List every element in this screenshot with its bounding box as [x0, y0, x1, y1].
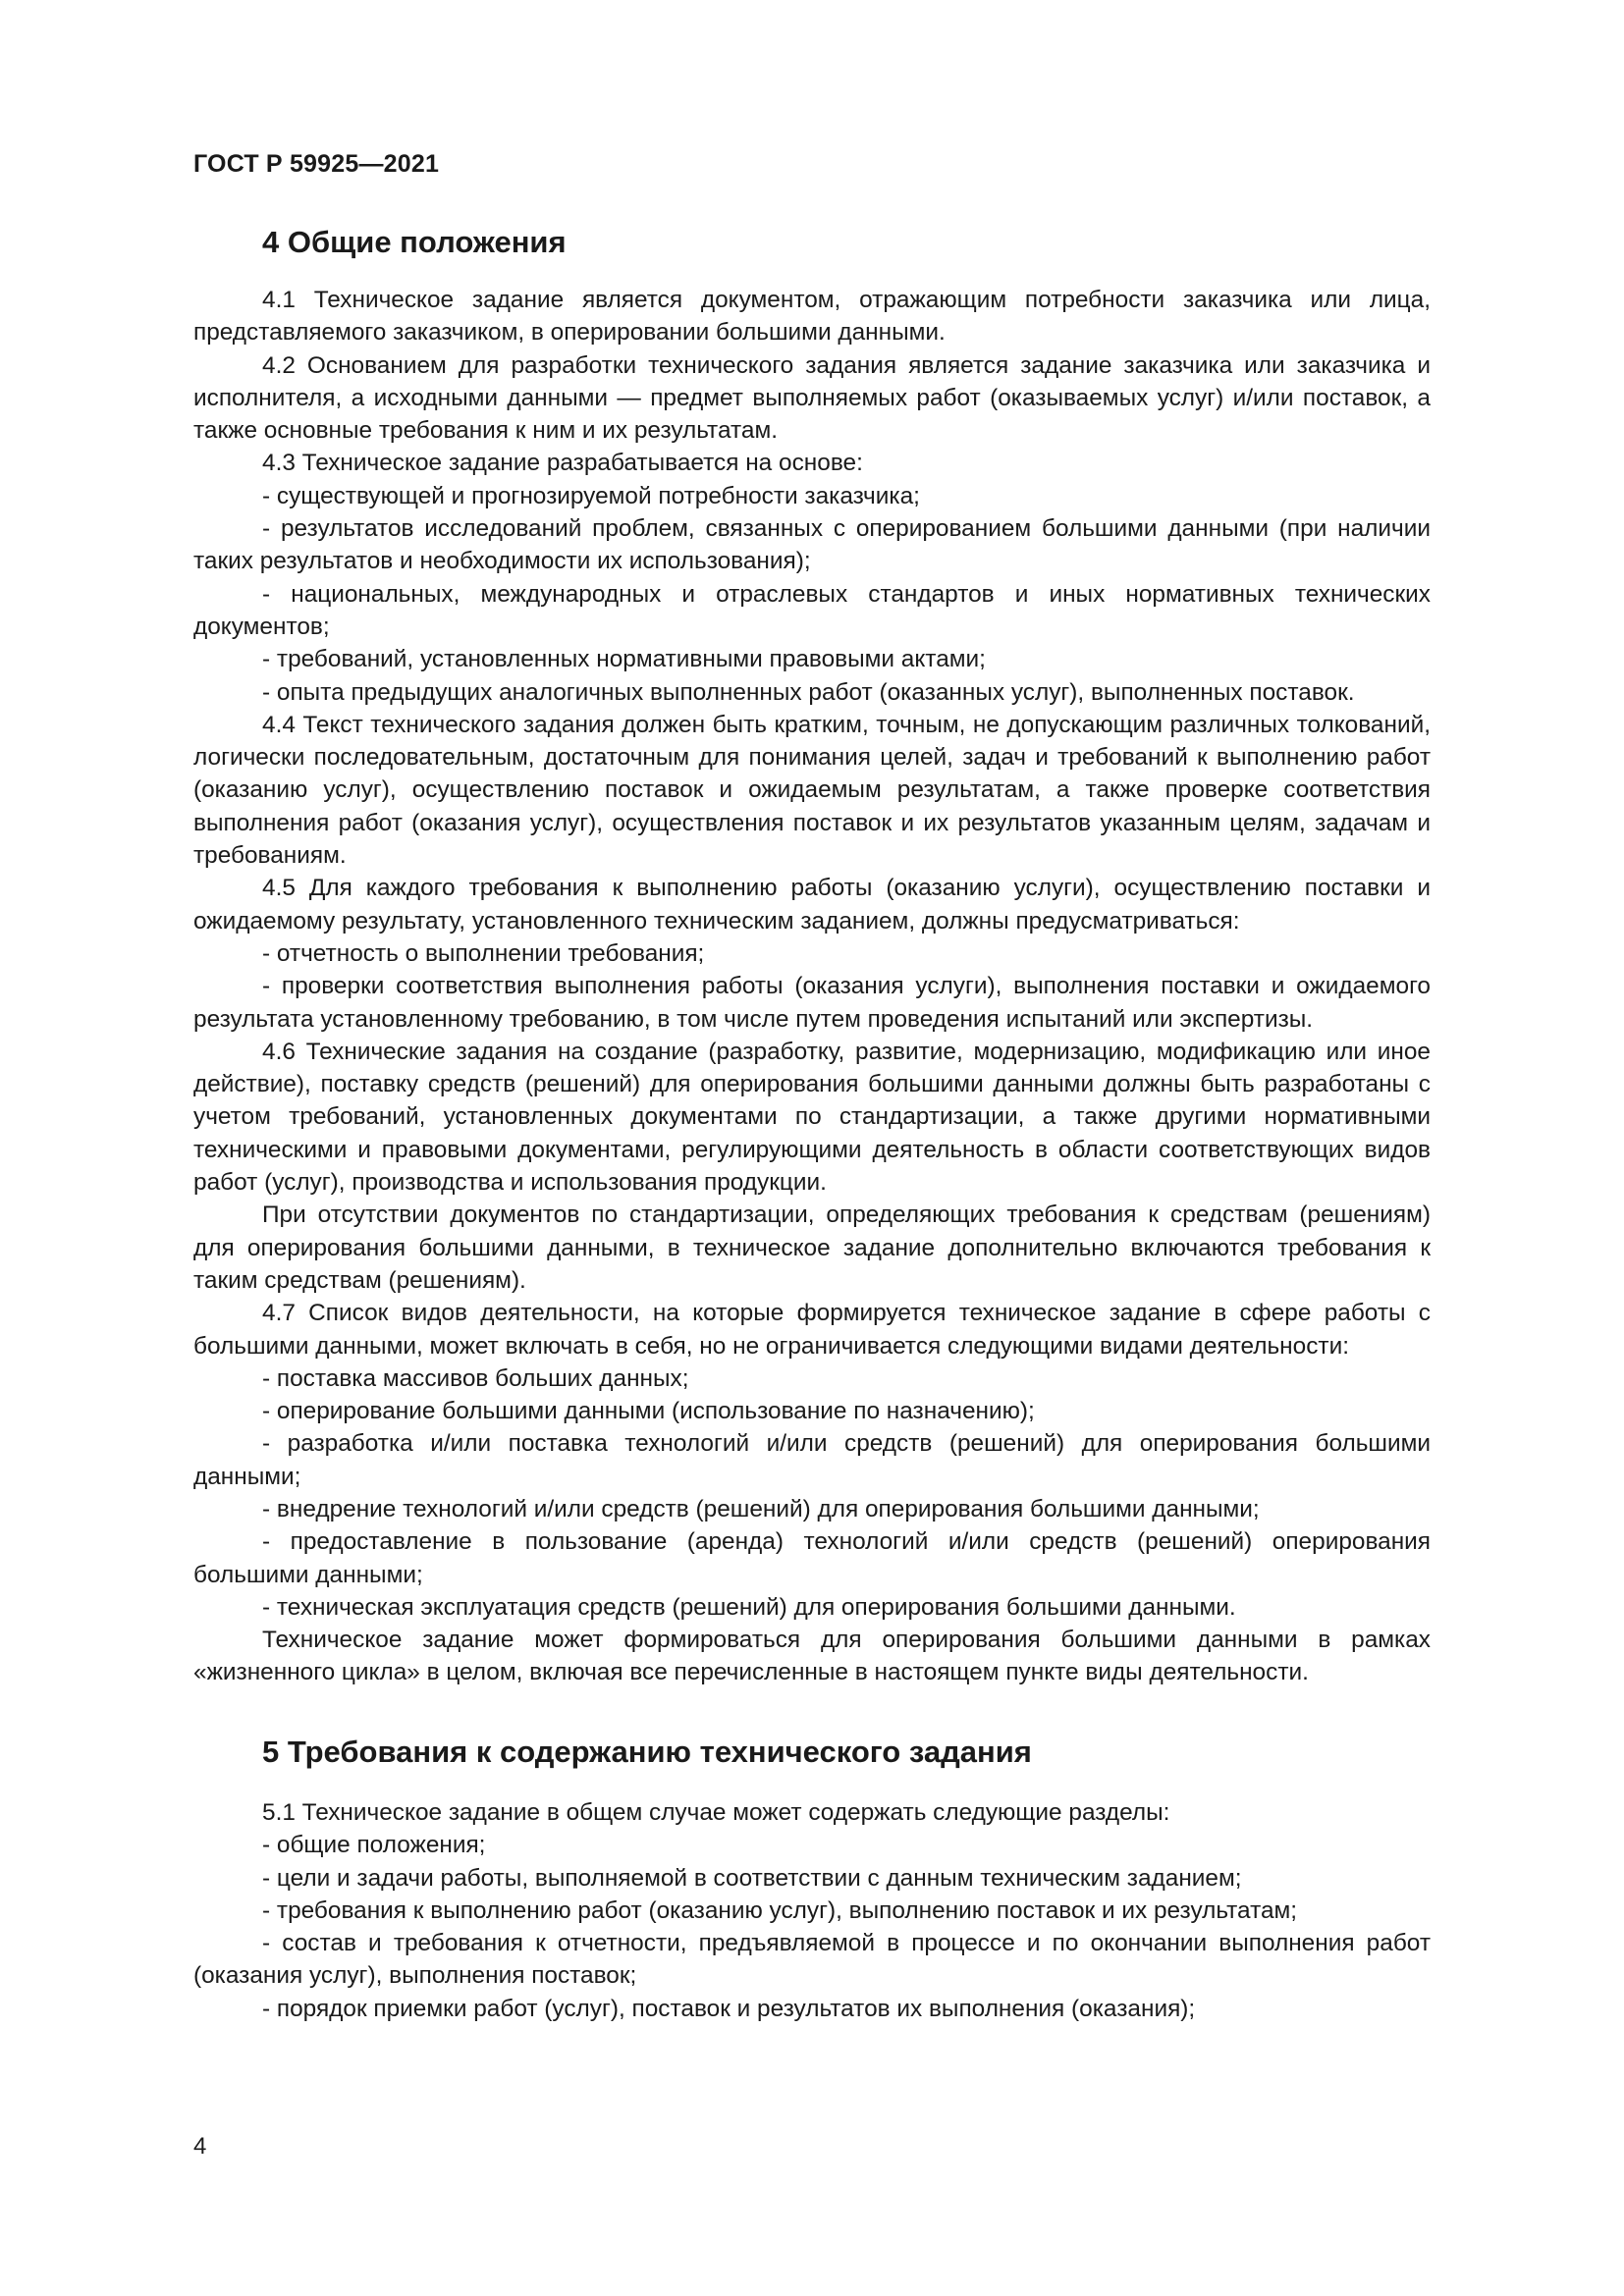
paragraph-4-1: 4.1 Техническое задание является документом, отражающим потребности заказчика или лица, представляемого заказчиком, в оперировании большими данными. [193, 287, 1431, 347]
list-item: - результатов исследований проблем, связанных с оперированием большими данными (при наличии таких результатов и необходимости их использования); [193, 515, 1431, 575]
list-item: - отчетность о выполнении требования; [262, 939, 705, 967]
list-item: - требования к выполнению работ (оказанию услуг), выполнению поставок и их результатам; [262, 1896, 1298, 1924]
list-item: - общие положения; [262, 1832, 486, 1859]
section-4-body [193, 284, 1431, 1689]
list-item: - проверки соответствия выполнения работы (оказания услуги), выполнения поставки и ожидаемого результата установленному требованию, в том числе путем проведения испытаний или экспертизы. [193, 973, 1431, 1033]
document-code: ГОСТ Р 59925—2021 [193, 150, 440, 178]
paragraph-4-5: 4.5 Для каждого требования к выполнению работы (оказанию услуги), осуществлению поставки и ожидаемому результату, установленного техническим заданием, должны предусматриваться: [193, 875, 1431, 934]
paragraph-4-3: 4.3 Техническое задание разрабатывается на основе: [262, 450, 863, 477]
list-item: - внедрение технологий и/или средств (решений) для оперирования большими данными; [262, 1495, 1260, 1522]
list-item: - предоставление в пользование (аренда) технологий и/или средств (решений) оперирования большими данными; [193, 1528, 1431, 1588]
paragraph-4-6: 4.6 Технические задания на создание (разработку, развитие, модернизацию, модификацию или иное действие), поставку средств (решений) для оперирования большими данными должны быть разработаны с учетом требований, установленных документами по стандартизации, а также другими нормативными техническими и правовыми документами, регулирующими деятельность в области соответствующих видов работ (услуг), производства и использования продукции. [193, 1038, 1431, 1197]
list-item: - цели и задачи работы, выполняемой в соответствии с данным техническим заданием; [262, 1864, 1242, 1892]
list-item: - требований, установленных нормативными правовыми актами; [262, 646, 986, 673]
list-item: - разработка и/или поставка технологий и/или средств (решений) для оперирования большими данными; [193, 1430, 1431, 1490]
list-item: - порядок приемки работ (услуг), поставок и результатов их выполнения (оказания); [262, 1995, 1196, 2022]
list-item: - поставка массивов больших данных; [262, 1364, 689, 1392]
paragraph-4-7: 4.7 Список видов деятельности, на которые формируется техническое задание в сфере работы с большими данными, может включать в себя, но не ограничивается следующими видами деятельности: [193, 1300, 1431, 1360]
list-item: - национальных, международных и отраслевых стандартов и иных нормативных технических документов; [193, 580, 1431, 640]
paragraph-5-1: 5.1 Техническое задание в общем случае может содержать следующие разделы: [262, 1799, 1170, 1826]
paragraph-4-4: 4.4 Текст технического задания должен быть кратким, точным, не допускающим различных толкований, логически последовательным, достаточным для понимания целей, задач и требований к выполнению работ (оказанию услуг), осуществлению поставок и ожидаемым результатам, а также проверке соответствия выполнения работ (оказания услуг), осуществления поставок и их результатов указанным целям, задачам и требованиям. [193, 711, 1431, 870]
section-5-title: 5 Требования к содержанию технического задания [262, 1735, 1032, 1769]
list-item: - техническая эксплуатация средств (решений) для оперирования большими данными. [262, 1593, 1236, 1621]
list-item: - опыта предыдущих аналогичных выполненных работ (оказанных услуг), выполненных поставок. [262, 678, 1355, 706]
list-item: - существующей и прогнозируемой потребности заказчика; [262, 482, 920, 509]
section-5-body [193, 1796, 1431, 2025]
list-item: - оперирование большими данными (использование по назначению); [262, 1398, 1035, 1425]
page-number: 4 [193, 2133, 207, 2160]
list-item: - состав и требования к отчетности, предъявляемой в процессе и по окончании выполнения работ (оказания услуг), выполнения поставок; [193, 1930, 1431, 1990]
paragraph-4-2: 4.2 Основанием для разработки технического задания является задание заказчика или заказчика и исполнителя, а исходными данными — предмет выполняемых работ (оказываемых услуг) и/или поставок, а также основные требования к ним и их результатам. [193, 351, 1431, 445]
paragraph-4-6-note: При отсутствии документов по стандартизации, определяющих требования к средствам (решениям) для оперирования большими данными, в техническое задание дополнительно включаются требования к таким средствам (решениям). [193, 1201, 1431, 1294]
section-4-title: 4 Общие положения [262, 225, 567, 259]
paragraph-4-7-note: Техническое задание может формироваться для оперирования большими данными в рамках «жизненного цикла» в целом, включая все перечисленные в настоящем пункте виды деятельности. [193, 1627, 1431, 1686]
